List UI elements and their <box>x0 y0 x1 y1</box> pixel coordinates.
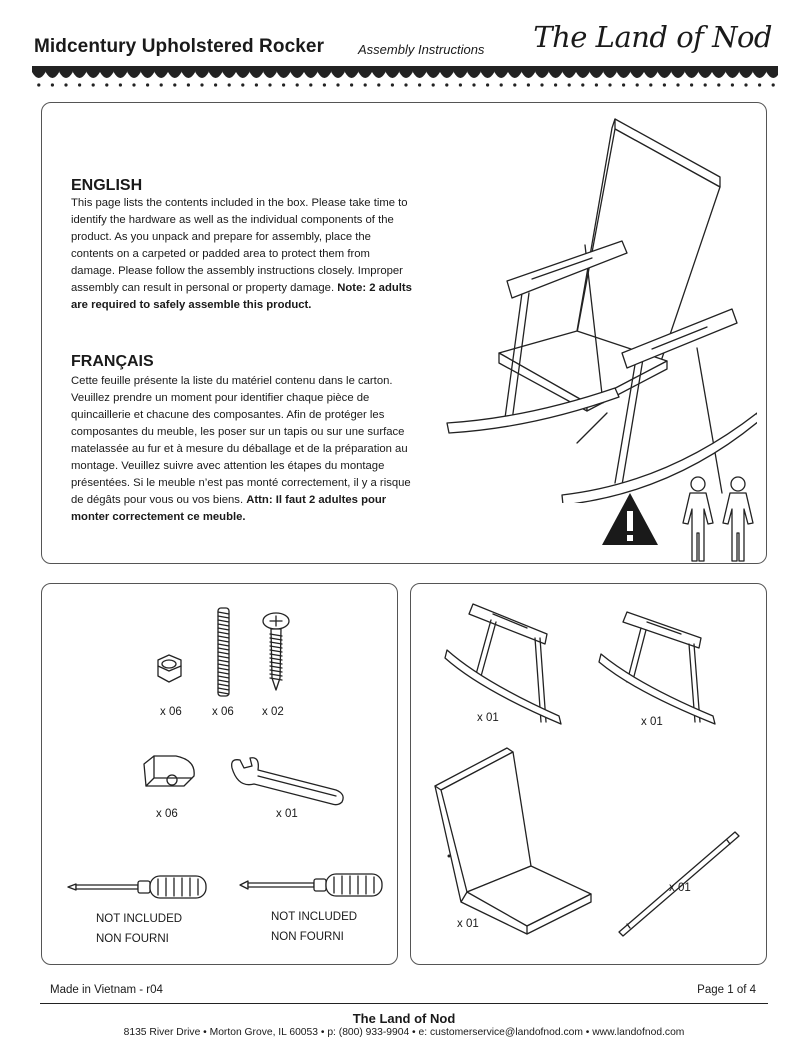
rod-qty: x 06 <box>212 706 234 718</box>
intro-panel <box>41 102 767 564</box>
screw-icon <box>260 612 292 694</box>
footer-contact: 8135 River Drive • Morton Grove, IL 60053 • p: (800) 933-9904 • e: customerservice@landofnod.com • www.landofnod.com <box>123 1027 685 1038</box>
wrench-icon <box>228 754 348 810</box>
two-adults-icon <box>680 475 760 563</box>
screwdriver1-label <box>96 909 182 949</box>
footer-divider <box>40 1003 768 1004</box>
screwdriver-flat-icon <box>238 872 388 898</box>
footer-company: The Land of Nod <box>352 1011 456 1026</box>
rocking-chair-illustration <box>437 113 757 503</box>
french-heading: FRANÇAIS <box>71 353 154 370</box>
seat-back-icon <box>431 746 601 936</box>
french-note: Attn: Il faut 2 adultes pour monter correctement ce meuble. <box>71 494 387 523</box>
english-heading: ENGLISH <box>71 177 143 194</box>
screwdriver2-not-included: NOT INCLUDED <box>271 911 358 923</box>
screwdriver2-non-fourni: NON FOURNI <box>271 931 344 943</box>
barrel-nut-qty: x 06 <box>156 808 178 820</box>
components-panel <box>410 583 767 965</box>
nut-qty: x 06 <box>160 706 182 718</box>
side-right-qty: x 01 <box>641 716 663 728</box>
page-number: Page 1 of 4 <box>697 984 756 996</box>
french-body: Cette feuille présente la liste du matériel contenu dans le carton. Veuillez prendre un moment pour identifier chaque pièce de quincaillerie et chacune des composantes. Afin de protéger les composantes du meuble, les poser sur un tapis ou sur une surface matelassée au fur et à mesure du déballage et de la préparation au montage. Veuillez suivre avec attention les étapes du montage présentées. Si le meuble n’est pas monté correctement, il y a risque de dégâts pour vous ou vos biens. <box>71 375 411 506</box>
made-in-label: Made in Vietnam - r04 <box>50 984 163 996</box>
screw-qty: x 02 <box>262 706 284 718</box>
document-title: Midcentury Upholstered Rocker <box>34 36 325 57</box>
screwdriver1-non-fourni: NON FOURNI <box>96 933 169 945</box>
french-text <box>71 373 416 526</box>
screwdriver1-not-included: NOT INCLUDED <box>96 913 183 925</box>
wrench-qty: x 01 <box>276 808 298 820</box>
threaded-rod-icon <box>214 606 234 698</box>
side-frame-right-icon <box>597 598 722 728</box>
side-frame-left-icon <box>443 598 568 728</box>
nut-icon <box>152 652 186 686</box>
side-left-qty: x 01 <box>477 712 499 724</box>
brand-logo: The Land of Nod <box>533 20 772 54</box>
screwdriver2-label <box>271 907 357 947</box>
english-note: Note: 2 adults are required to safely assemble this product. <box>71 282 412 311</box>
document-subtitle: Assembly Instructions <box>358 42 485 57</box>
hardware-panel <box>41 583 398 965</box>
seat-qty: x 01 <box>457 918 479 930</box>
barrel-nut-icon <box>140 750 200 796</box>
scallop-border <box>32 66 778 88</box>
warning-icon <box>600 491 660 547</box>
english-text <box>71 195 416 314</box>
screwdriver-phillips-icon <box>66 874 211 900</box>
english-body: This page lists the contents included in the box. Please take time to identify the hardware as well as the individual components of the product. As you unpack and prepare for assembly, place the contents on a carpeted or padded area to protect them from damage. Please follow the assembly instructions closely. Improper assembly can result in personal or property damage. <box>71 197 408 294</box>
rod-component-qty: x 01 <box>669 882 691 894</box>
